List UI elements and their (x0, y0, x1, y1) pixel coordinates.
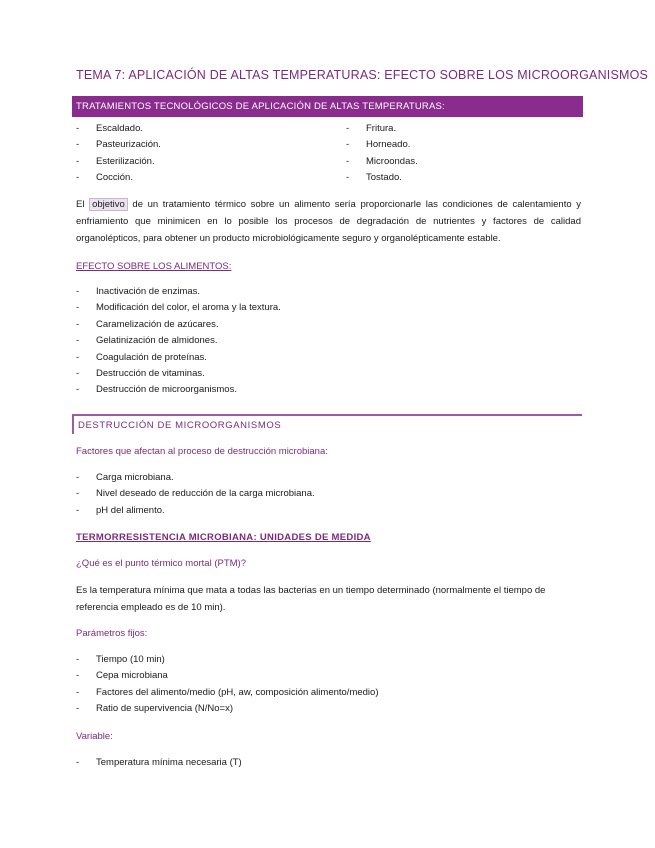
list-item: - pH del alimento. (76, 504, 165, 516)
treatments-list-left (76, 121, 161, 187)
list-item: - Ratio de supervivencia (N/No=x) (76, 703, 234, 715)
variable-label: Variable: (76, 731, 113, 742)
list-item: - Destrucción de microorganismos. (76, 384, 237, 396)
list-item: - Factores del alimento/medio (pH, aw, composición alimento/medio) (76, 686, 379, 698)
list-item: - Modificación del color, el aroma y la textura. (76, 302, 281, 314)
list-item: - Tostado. (346, 172, 402, 184)
list-item: - Coagulación de proteínas. (76, 351, 207, 363)
factors-list (76, 470, 315, 519)
effects-heading: EFECTO SOBRE LOS ALIMENTOS: (76, 261, 232, 272)
factors-label: Factores que afectan al proceso de destrucción microbiana: (76, 446, 328, 457)
list-item: - Cepa microbiana (76, 670, 168, 682)
list-item: - Fritura. (346, 123, 397, 134)
list-item: - Destrucción de vitaminas. (76, 367, 205, 379)
variable-list (76, 755, 242, 771)
list-item: - Horneado. (346, 139, 411, 151)
section-header-destruction: DESTRUCCIÓN DE MICROORGANISMOS (72, 414, 582, 434)
list-item: - Inactivación de enzimas. (76, 286, 201, 297)
page-title: TEMA 7: APLICACIÓN DE ALTAS TEMPERATURAS: EFECTO SOBRE LOS MICROORGANISMOS (76, 68, 649, 82)
list-item: - Pasteurización. (76, 139, 161, 151)
objective-paragraph: El objetivo de un tratamiento térmico sobre un alimento sería proporcionarle las condiciones de calentamiento y enfriamiento que minimicen en lo posible los procesos de degradación de nutrientes y factores de calidad organolépticos, para obtener un producto microbiológicamente seguro y organolépticamente estable. (76, 199, 581, 244)
list-item: - Caramelización de azúcares. (76, 318, 219, 330)
ptm-answer: Es la temperatura mínima que mata a todas las bacterias en un tiempo determinado (normalmente el tiempo de referencia empleado es de 10 min). (76, 585, 546, 613)
list-item: - Tiempo (10 min) (76, 654, 165, 665)
highlighted-word[interactable]: objetivo (89, 198, 128, 211)
list-item: - Nivel deseado de reducción de la carga microbiana. (76, 488, 315, 500)
fixed-params-list (76, 652, 379, 718)
ptm-question: ¿Qué es el punto térmico mortal (PTM)? (76, 558, 246, 569)
treatments-list-right (346, 121, 418, 187)
list-item: - Cocción. (76, 172, 133, 184)
list-item: - Carga microbiana. (76, 472, 174, 483)
thermoresistance-heading: TERMORRESISTENCIA MICROBIANA: UNIDADES DE MEDIDA (76, 532, 371, 543)
list-item: - Escaldado. (76, 123, 144, 134)
list-item: - Temperatura mínima necesaria (T) (76, 757, 242, 768)
list-item: - Esterilización. (76, 155, 155, 167)
fixed-params-label: Parámetros fijos: (76, 628, 148, 639)
effects-list (76, 284, 281, 399)
list-item: - Microondas. (346, 155, 418, 167)
section-header-treatments: TRATAMIENTOS TECNOLÓGICOS DE APLICACIÓN DE ALTAS TEMPERATURAS: (72, 96, 583, 117)
list-item: - Gelatinización de almidones. (76, 335, 218, 347)
